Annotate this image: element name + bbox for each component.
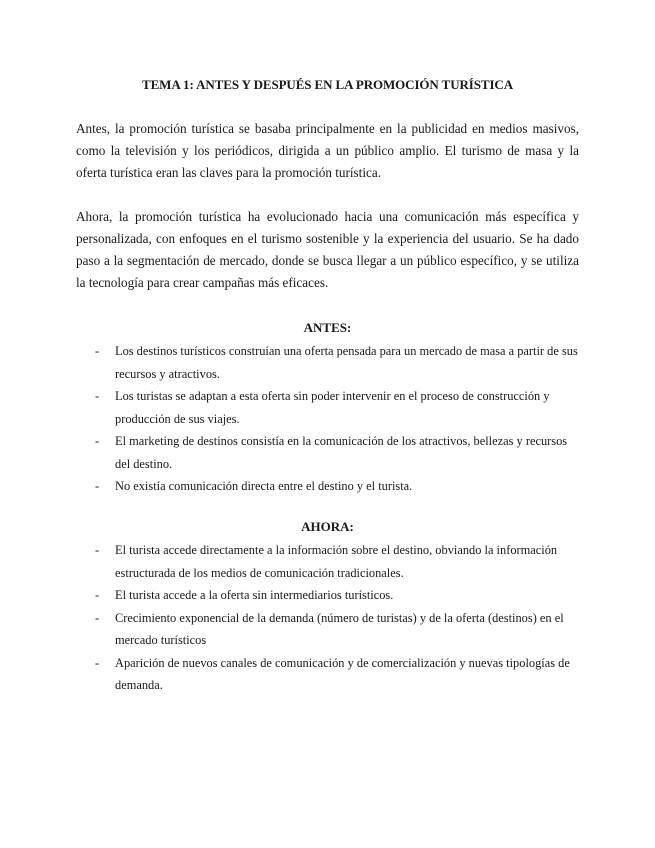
list-item-text: El turista accede a la oferta sin intermediarios turísticos. xyxy=(115,588,394,602)
bullet-dash: - xyxy=(95,655,100,670)
list-item-text: El marketing de destinos consistía en la comunicación de los atractivos, bellezas y recursos del destino. xyxy=(115,434,568,471)
bullet-dash: - xyxy=(95,610,100,625)
bullet-dash: - xyxy=(95,479,100,493)
list-item xyxy=(76,475,579,498)
ahora-list xyxy=(76,539,579,697)
section-heading-antes: ANTES: xyxy=(303,320,352,335)
bullet-dash: - xyxy=(95,434,100,448)
list-item xyxy=(76,607,579,652)
list-item-text: Crecimiento exponencial de la demanda (número de turistas) y de la oferta (destinos) en el mercado turísticos xyxy=(115,610,564,647)
list-item xyxy=(76,385,579,430)
paragraph-antes-intro: Antes, la promoción turística se basaba principalmente en la publicidad en medios masivos, como la televisión y los periódicos, dirigida a un público amplio. El turismo de masa y la oferta turística eran las claves para la promoción turística. xyxy=(76,121,579,180)
section-heading-ahora: AHORA: xyxy=(301,519,354,534)
bullet-dash: - xyxy=(95,588,100,602)
document-title: TEMA 1: ANTES Y DESPUÉS EN LA PROMOCIÓN TURÍSTICA xyxy=(142,77,513,92)
bullet-dash: - xyxy=(95,389,100,403)
list-item xyxy=(76,652,579,697)
list-item xyxy=(76,430,579,475)
list-item xyxy=(76,340,579,385)
list-item-text: Aparición de nuevos canales de comunicación y de comercialización y nuevas tipologías de demanda. xyxy=(115,655,570,692)
list-item-text: Los turistas se adaptan a esta oferta sin poder intervenir en el proceso de construcción y producción de sus viajes. xyxy=(115,389,550,426)
list-item xyxy=(76,539,579,584)
bullet-dash: - xyxy=(95,543,100,557)
list-item-text: Los destinos turísticos construían una oferta pensada para un mercado de masa a partir de sus recursos y atractivos. xyxy=(115,344,578,381)
list-item-text: El turista accede directamente a la información sobre el destino, obviando la información estructurada de los medios de comunicación tradicionales. xyxy=(115,543,558,580)
paragraph-ahora-intro: Ahora, la promoción turística ha evolucionado hacia una comunicación más específica y personalizada, con enfoques en el turismo sostenible y la experiencia del usuario. Se ha dado paso a la segmentación de mercado, donde se busca llegar a un público específico, y se utiliza la tecnología para crear campañas más eficaces. xyxy=(76,209,579,290)
bullet-dash: - xyxy=(95,344,100,358)
list-item-text: No existía comunicación directa entre el destino y el turista. xyxy=(115,479,413,493)
list-item xyxy=(76,584,579,607)
antes-list xyxy=(76,340,579,498)
